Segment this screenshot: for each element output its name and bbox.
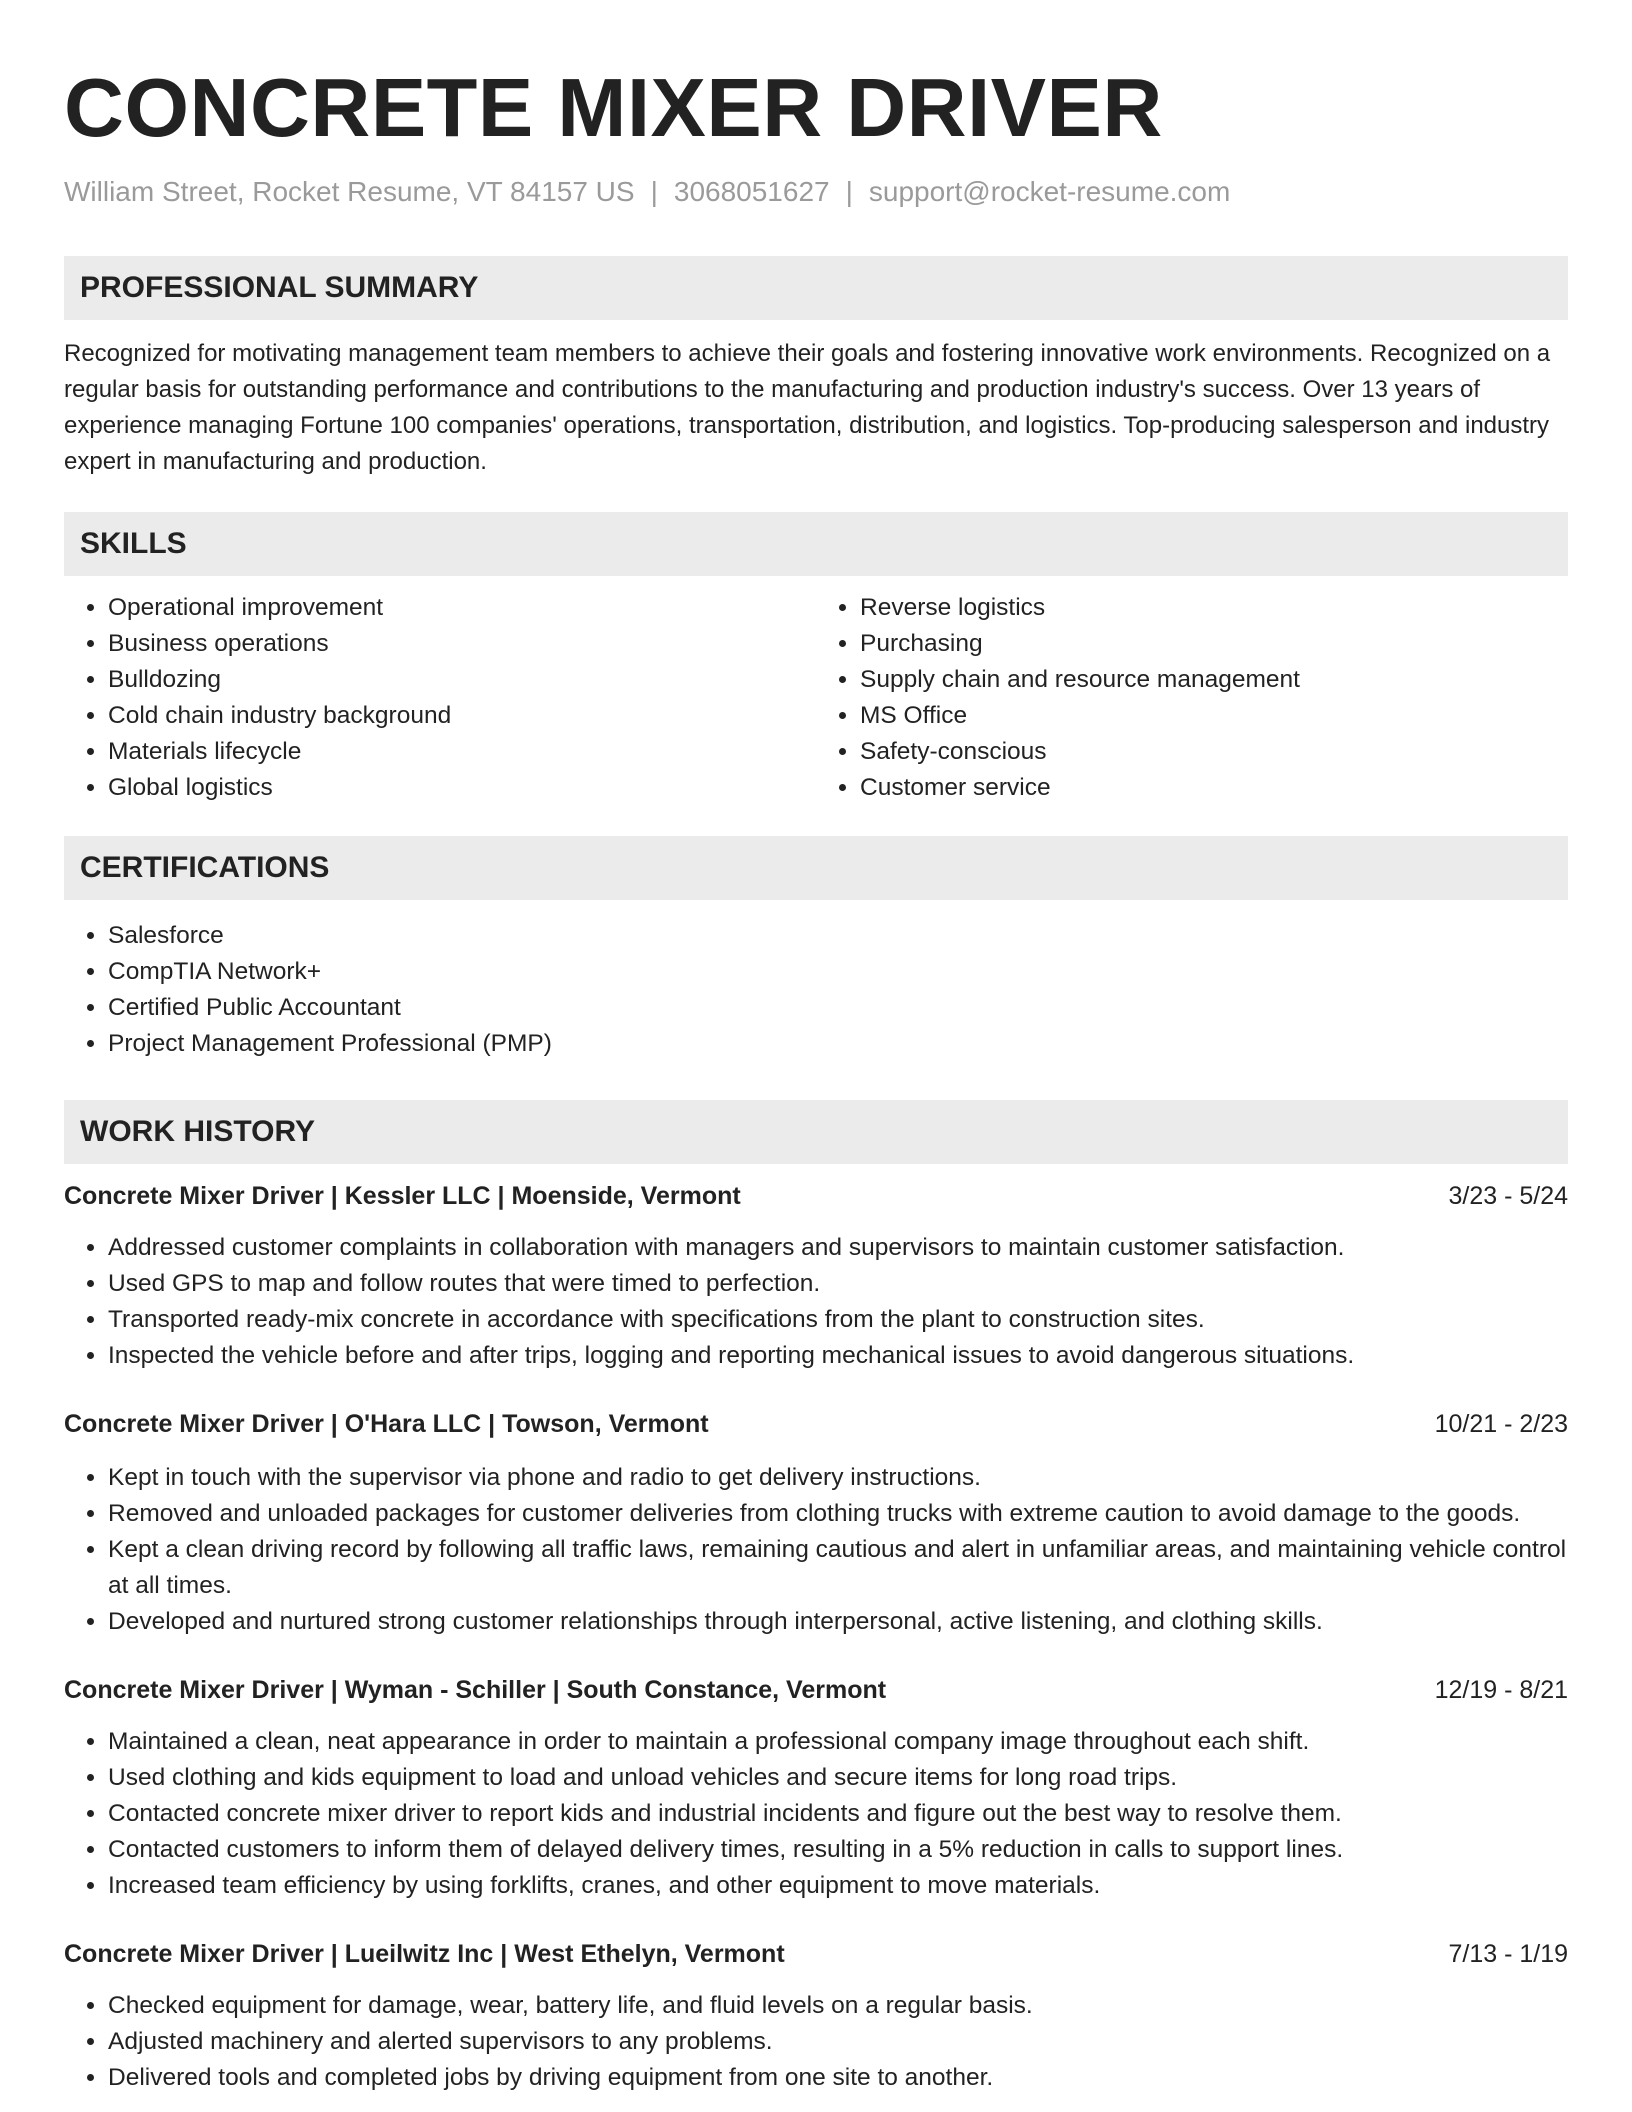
section-heading-work-history: WORK HISTORY: [64, 1100, 1568, 1164]
contact-separator: |: [650, 176, 658, 207]
job-bullet: • Delivered tools and completed jobs by driving equipment from one site to another.: [108, 2060, 1568, 2096]
job-bullet: • Developed and nurtured strong customer relationships through interpersonal, active listening, and clothing skills.: [108, 1604, 1568, 1640]
job-header: [64, 1936, 1568, 1972]
skill-item: • Bulldozing: [108, 662, 816, 698]
phone-text: 3068051627: [673, 176, 830, 207]
email-link[interactable]: support@rocket-resume.com: [868, 176, 1231, 207]
skill-item: • Reverse logistics: [860, 590, 1568, 626]
job-bullet: • Contacted customers to inform them of delayed delivery times, resulting in a 5% reduction in calls to support lines.: [108, 1832, 1568, 1868]
job-bullet: • Addressed customer complaints in collaboration with managers and supervisors to maintain customer satisfaction.: [108, 1230, 1568, 1266]
job-bullet: • Transported ready-mix concrete in accordance with specifications from the plant to construction sites.: [108, 1302, 1568, 1338]
job-entry: [64, 1936, 1568, 2096]
skill-item: • Business operations: [108, 626, 816, 662]
job-bullet: • Maintained a clean, neat appearance in order to maintain a professional company image throughout each shift.: [108, 1724, 1568, 1760]
section-heading-skills: SKILLS: [64, 512, 1568, 576]
skills-columns: [64, 590, 1568, 806]
job-bullets: [64, 1230, 1568, 1374]
job-bullets: [64, 1460, 1568, 1640]
skill-item: • Purchasing: [860, 626, 1568, 662]
skill-item: • Supply chain and resource management: [860, 662, 1568, 698]
skill-item: • Global logistics: [108, 770, 816, 806]
job-bullet: • Increased team efficiency by using forklifts, cranes, and other equipment to move materials.: [108, 1868, 1568, 1904]
job-entry: [64, 1406, 1568, 1640]
job-bullet: • Used clothing and kids equipment to load and unload vehicles and secure items for long road trips.: [108, 1760, 1568, 1796]
job-bullets: [64, 1988, 1568, 2096]
skill-item: • Safety-conscious: [860, 734, 1568, 770]
address-text: William Street, Rocket Resume, VT 84157 US: [64, 176, 635, 207]
job-header: [64, 1672, 1568, 1708]
skill-item: • Customer service: [860, 770, 1568, 806]
job-dates: 7/13 - 1/19: [1448, 1940, 1568, 1968]
job-header: [64, 1178, 1568, 1214]
job-bullet: • Used GPS to map and follow routes that were timed to perfection.: [108, 1266, 1568, 1302]
certifications-list: [64, 918, 1568, 1062]
certification-item: • Certified Public Accountant: [108, 990, 1568, 1026]
job-dates: 3/23 - 5/24: [1448, 1182, 1568, 1210]
contact-separator: |: [845, 176, 853, 207]
resume-title: CONCRETE MIXER DRIVER: [64, 61, 1163, 154]
certification-item: • Project Management Professional (PMP): [108, 1026, 1568, 1062]
job-title: Concrete Mixer Driver | Kessler LLC | Moenside, Vermont: [64, 1182, 741, 1210]
job-bullet: • Adjusted machinery and alerted supervisors to any problems.: [108, 2024, 1568, 2060]
job-title: Concrete Mixer Driver | Wyman - Schiller | South Constance, Vermont: [64, 1676, 887, 1704]
job-title: Concrete Mixer Driver | O'Hara LLC | Towson, Vermont: [64, 1410, 709, 1438]
skills-list-right: [816, 590, 1568, 806]
job-header: [64, 1406, 1568, 1442]
certification-item: • Salesforce: [108, 918, 1568, 954]
contact-line: [64, 174, 1568, 210]
skill-item: • Cold chain industry background: [108, 698, 816, 734]
job-bullet: • Removed and unloaded packages for customer deliveries from clothing trucks with extreme caution to avoid damage to the goods.: [108, 1496, 1568, 1532]
job-bullets: [64, 1724, 1568, 1904]
skill-item: • Materials lifecycle: [108, 734, 816, 770]
section-heading-certifications: CERTIFICATIONS: [64, 836, 1568, 900]
job-bullet: • Kept in touch with the supervisor via phone and radio to get delivery instructions.: [108, 1460, 1568, 1496]
certification-item: • CompTIA Network+: [108, 954, 1568, 990]
job-bullet: • Checked equipment for damage, wear, battery life, and fluid levels on a regular basis.: [108, 1988, 1568, 2024]
job-dates: 12/19 - 8/21: [1434, 1676, 1568, 1704]
job-title: Concrete Mixer Driver | Lueilwitz Inc | West Ethelyn, Vermont: [64, 1940, 785, 1968]
job-bullet: • Contacted concrete mixer driver to report kids and industrial incidents and figure out the best way to resolve them.: [108, 1796, 1568, 1832]
summary-paragraph: Recognized for motivating management team members to achieve their goals and fostering innovative work environments. Recognized on a regular basis for outstanding performance and contributions to the manufacturing and production industry's success. Over 13 years of experience managing Fortune 100 companies' operations, transportation, distribution, and logistics. Top-producing salesperson and industry expert in manufacturing and production.: [64, 340, 1551, 475]
job-dates: 10/21 - 2/23: [1434, 1410, 1568, 1438]
job-bullet: • Kept a clean driving record by following all traffic laws, remaining cautious and alert in unfamiliar areas, and maintaining vehicle control at all times.: [108, 1532, 1568, 1604]
skill-item: • Operational improvement: [108, 590, 816, 626]
skills-list-left: [64, 590, 816, 806]
skill-item: • MS Office: [860, 698, 1568, 734]
job-entry: [64, 1672, 1568, 1904]
section-heading-summary: PROFESSIONAL SUMMARY: [64, 256, 1568, 320]
job-entry: [64, 1178, 1568, 1374]
job-bullet: • Inspected the vehicle before and after trips, logging and reporting mechanical issues to avoid dangerous situations.: [108, 1338, 1568, 1374]
